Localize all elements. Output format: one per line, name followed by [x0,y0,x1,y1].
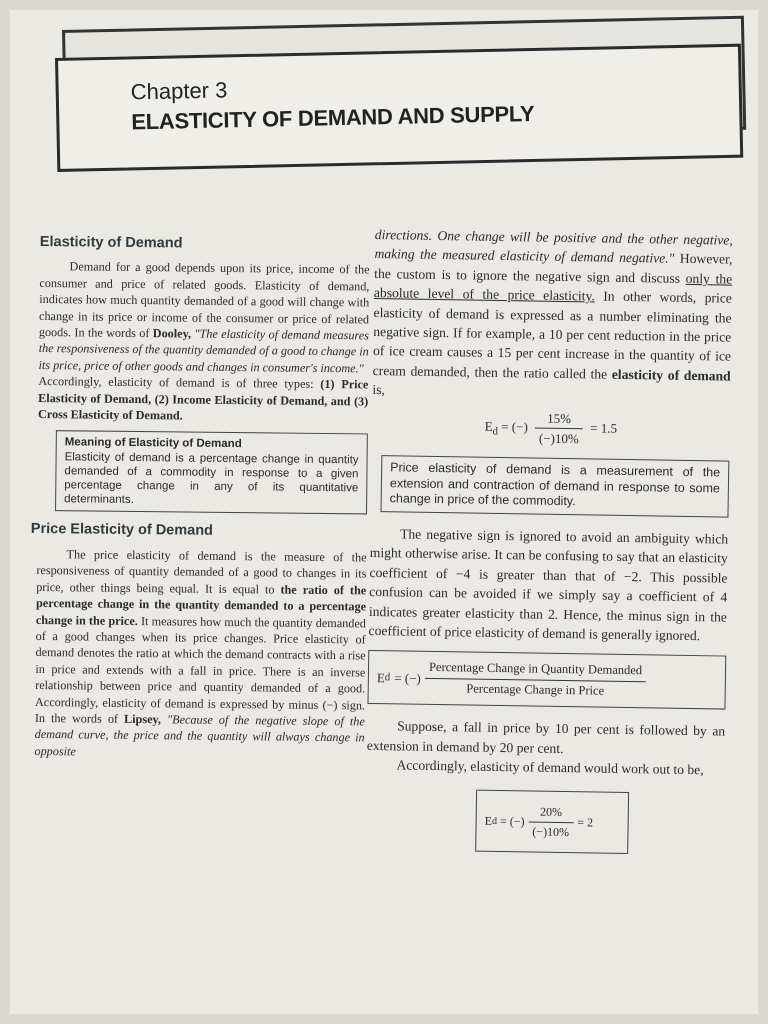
right-column [365,225,733,856]
heading-price-elasticity: Price Elasticity of Demand [30,521,214,540]
numerator: Percentage Change in Quantity Demanded [425,658,646,682]
paragraph-elasticity-intro [38,258,369,376]
numerator: 20% [529,802,574,823]
text: Demand for a good depends upon its price, income of the consumer and price of related goods. Elasticity of demand, indicates how much quantity demanded of a good will change with change in its price or income of the consumer or price of related goods. In the words of [38,259,370,341]
formula-sign: = (−) [394,669,421,686]
text: The price elasticity of demand is the measure of the responsiveness of quantity demanded of a good to changes in its price, other things being equal. It is equal to [36,547,367,597]
paragraph-accordingly: Accordingly, elasticity of demand would work out to be, [396,757,704,778]
paragraph-suppose: Suppose, a fall in price by 10 per cent is followed by an extension in demand by 20 per cent. [366,718,726,756]
formula-example-box [475,790,629,854]
types-list: (1) Price Elasticity of Demand, (2) Income Elasticity of Demand, and (3) Cross Elasticity of Demand. [37,377,369,423]
text: It measures how much the quantity demanded of a good changes when its price changes. Price elasticity of demand denotes the ratio at which the demand contracts with a rise in price and extends with a fall in price. There is an inverse relationship between price and quantity demanded of a good. Accordingly, elasticity of demand is expressed by minus (−) sign. In the words of [34,613,366,726]
bold-term: elasticity of demand [611,366,731,384]
dooley-quote: "The elasticity of demand measures the responsiveness of the quantity demanded of a good to change in its price, price of other goods and changes in consumer's income." [38,326,369,376]
denominator: (−)10% [532,824,570,840]
chapter-header-box [55,44,743,172]
author-dooley: Dooley, [152,326,192,341]
text: Accordingly, elasticity of demand is of three types: [38,374,321,392]
text: However, the custom is to ignore the negative sign and discuss [374,251,733,286]
formula-sign: = (−) [499,813,525,829]
ratio-definition: the ratio of the percentage change in the quantity demanded to a percentage change in the price. [35,582,367,628]
formula-result: = 1.5 [590,419,618,436]
left-column [30,228,370,763]
denominator: (−)10% [538,430,579,447]
formula-result: = 2 [577,814,594,830]
underlined-text: only the absolute level of the price elasticity. [373,270,733,304]
lipsey-quote: "Because of the negative slope of the demand curve, the price and the quantity will always change in opposite [34,712,365,759]
formula-symbol: E [484,418,493,434]
definition-box-text: Elasticity of demand is a percentage change in quantity demanded of a commodity in response to a given percentage change in any of its quantitative determinants. [64,451,359,507]
chapter-title: ELASTICITY OF DEMAND AND SUPPLY [131,100,535,135]
fraction [535,408,583,449]
denominator: Percentage Change in Price [466,681,605,698]
author-lipsey: Lipsey, [124,711,162,727]
fraction [425,658,647,701]
formula-subscript: d [384,670,391,683]
chapter-number: Chapter 3 [130,77,228,105]
definition-box [55,431,368,515]
text: is, [372,382,385,398]
formula-symbol: E [484,813,493,828]
text: In other words, price elasticity of demand is expressed as a number eliminating the negative sign. If for example, a 10 per cent reduction in the price of ice cream causes a 15 per cent increase in the quantity of ice cream demanded, then the ratio called the [372,288,732,382]
heading-elasticity-of-demand: Elasticity of Demand [39,233,183,252]
paragraph-price-elasticity [34,546,366,763]
book-page [10,10,758,1014]
fraction [528,802,573,843]
formula-general-box [367,650,726,709]
formula-subscript: d [491,815,498,827]
paragraph-ambiguity: The negative sign is ignored to avoid an ambiguity which might otherwise arise. It can be confusing to say that an elasticity coefficient of −4 is greater than that of −2. This possible confusion can be avoided if we simply say a coefficient of 4 indicates greater elasticity than 2. Hence, the minus sign in the coefficient of price elasticity of demand is generally ignored. [368,526,729,644]
formula-sign: = (−) [501,418,528,434]
numerator: 15% [535,408,583,429]
lipsey-quote-continued: directions. One change will be positive and the other negative, making the measured elasticity of demand negative." [374,226,733,267]
paragraph-negative-sign [372,225,733,405]
paragraph-types [38,373,368,426]
price-elasticity-definition-box: Price elasticity of demand is a measurement of the extension and contraction of demand in response to some change in price of the commodity. [380,456,729,518]
definition-box-title: Meaning of Elasticity of Demand [64,436,242,451]
formula-subscript: d [492,425,499,438]
formula-symbol: E [376,669,385,685]
formula-ice-cream [372,406,731,451]
